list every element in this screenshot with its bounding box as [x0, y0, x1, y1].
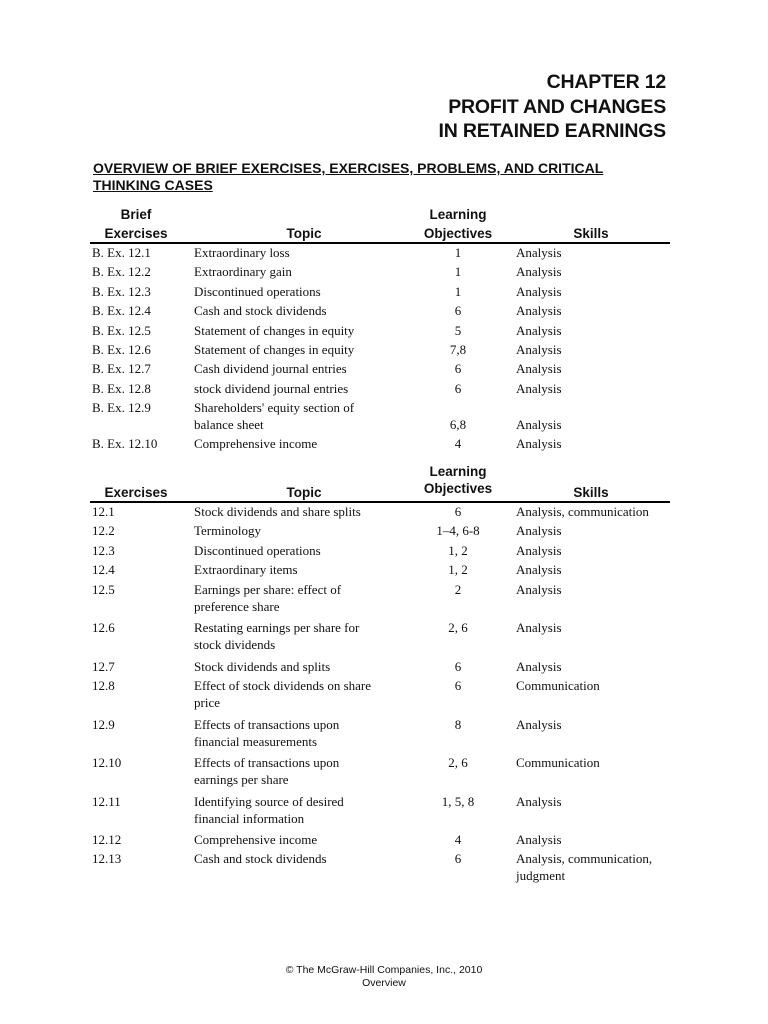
learning-objectives: 8: [454, 716, 462, 732]
table-row: [90, 302, 670, 321]
table-row: [90, 831, 670, 850]
brief-exercises-table: [90, 204, 670, 452]
learning-objectives: 6: [454, 658, 462, 674]
learning-objectives: 1: [454, 245, 462, 260]
exercise-topic: Comprehensive income: [194, 832, 318, 847]
header-learning-objectives: [408, 463, 508, 497]
exercise-topic: Statement of changes in equity: [194, 342, 355, 357]
table-row: [90, 341, 670, 360]
header-learning-label: Learning: [429, 207, 487, 222]
exercise-topic: Earnings per share: effect of preference share: [194, 581, 342, 614]
exercise-id: B. Ex. 12.5: [92, 322, 151, 338]
exercise-id: 12.8: [92, 678, 115, 693]
chapter-number: CHAPTER 12: [546, 71, 666, 93]
header-objectives-label: Objectives: [423, 481, 493, 496]
learning-objectives: 6: [454, 678, 462, 693]
table-row: [90, 581, 670, 620]
exercise-topic: Comprehensive income: [194, 436, 318, 452]
learning-objectives: 6: [454, 851, 462, 867]
skills: Communication: [516, 678, 600, 693]
header-learning-objectives: [408, 205, 508, 243]
exercise-id: 12.3: [92, 542, 115, 558]
header-exercises: Exercises: [104, 485, 168, 500]
table-row: [90, 658, 670, 677]
exercise-id: 12.11: [92, 793, 121, 809]
brief-table-header: [90, 204, 670, 242]
learning-objectives: 4: [454, 832, 462, 847]
exercise-topic: Stock dividends and share splits: [194, 504, 361, 519]
exercise-id: B. Ex. 12.1: [92, 245, 151, 260]
header-topic: Topic: [286, 485, 322, 500]
skills: Analysis: [516, 245, 562, 260]
exercise-id: 12.12: [92, 832, 122, 847]
learning-objectives: 1, 2: [448, 542, 468, 558]
exercise-id: 12.5: [92, 581, 115, 597]
exercise-id: 12.2: [92, 523, 115, 539]
table-row: [90, 503, 670, 522]
learning-objectives: 1, 5, 8: [441, 793, 475, 809]
table-row: [90, 850, 670, 888]
exercise-id: B. Ex. 12.6: [92, 342, 151, 357]
exercise-id: B. Ex. 12.3: [92, 283, 151, 299]
exercise-id: 12.10: [92, 755, 122, 770]
header-skills: Skills: [573, 226, 609, 241]
exercises-table: [90, 463, 670, 884]
exercise-topic: Statement of changes in equity: [194, 322, 355, 338]
table-row: [90, 283, 670, 302]
exercise-topic: Effects of transactions upon financial measurements: [194, 716, 340, 749]
exercise-topic: Extraordinary loss: [194, 245, 290, 260]
exercise-id: 12.7: [92, 658, 115, 674]
learning-objectives: 6: [454, 303, 462, 319]
skills: Analysis: [516, 716, 562, 732]
footer-section-label: Overview: [362, 977, 406, 989]
learning-objectives: 4: [454, 436, 462, 452]
header-brief-label: Brief: [120, 207, 152, 222]
table-row: [90, 793, 670, 832]
table-row: [90, 619, 670, 658]
skills: Communication: [516, 755, 600, 770]
skills: Analysis: [516, 620, 562, 636]
exercise-topic: Extraordinary items: [194, 562, 298, 578]
skills: Analysis: [516, 264, 562, 280]
learning-objectives: 1–4, 6-8: [436, 523, 480, 539]
exercise-topic: Identifying source of desired financial information: [194, 793, 344, 826]
table-row: [90, 542, 670, 561]
exercise-id: 12.9: [92, 716, 115, 732]
learning-objectives: 6: [454, 504, 462, 519]
table-row: [90, 435, 670, 454]
skills: Analysis: [516, 380, 562, 396]
table-row: [90, 360, 670, 379]
exercise-id: B. Ex. 12.9: [92, 400, 151, 416]
skills: Analysis: [516, 542, 562, 558]
table-row: [90, 244, 670, 263]
skills: Analysis: [516, 342, 562, 357]
learning-objectives: 2: [454, 581, 462, 597]
learning-objectives: 5: [454, 322, 462, 338]
exercise-topic: Cash and stock dividends: [194, 303, 327, 319]
exercise-id: B. Ex. 12.4: [92, 303, 151, 319]
table-row: [90, 399, 670, 435]
exercise-topic: Effect of stock dividends on share price: [194, 678, 372, 710]
copyright-text: © The McGraw-Hill Companies, Inc., 2010: [285, 964, 483, 976]
skills: Analysis, communication, judgment: [516, 851, 653, 884]
header-exercises-label: Exercises: [104, 226, 168, 241]
exercise-topic: Discontinued operations: [194, 283, 321, 299]
exercise-topic: Shareholders' equity section of balance sheet: [194, 400, 355, 433]
skills: Analysis, communication: [516, 504, 649, 519]
exercise-id: 12.4: [92, 562, 115, 578]
table-row: [90, 263, 670, 282]
skills: Analysis: [516, 581, 562, 597]
exercise-topic: Discontinued operations: [194, 542, 321, 558]
exercise-id: B. Ex. 12.8: [92, 380, 151, 396]
learning-objectives: 6,8: [449, 417, 467, 433]
exercise-topic: Cash and stock dividends: [194, 851, 327, 867]
exercise-id: 12.13: [92, 851, 122, 867]
exercise-id: B. Ex. 12.7: [92, 361, 151, 377]
skills: Analysis: [516, 303, 562, 319]
chapter-title-line2: IN RETAINED EARNINGS: [438, 120, 666, 142]
table-row: [90, 677, 670, 716]
learning-objectives: 7,8: [449, 342, 467, 357]
header-brief-exercises: [90, 205, 182, 243]
skills: Analysis: [516, 322, 562, 338]
header-topic: Topic: [286, 226, 322, 241]
exercise-topic: Stock dividends and splits: [194, 658, 331, 674]
skills: Analysis: [516, 283, 562, 299]
exercise-id: 12.6: [92, 620, 115, 636]
exercise-topic: Extraordinary gain: [194, 264, 292, 280]
learning-objectives: 1: [454, 264, 462, 280]
header-learning-label: Learning: [429, 464, 487, 479]
header-skills: Skills: [573, 485, 609, 500]
exercise-topic: Cash dividend journal entries: [194, 361, 347, 377]
table-row: [90, 322, 670, 341]
exercise-topic: Terminology: [194, 523, 261, 539]
exercise-id: B. Ex. 12.2: [92, 264, 151, 280]
learning-objectives: 6: [454, 380, 462, 396]
exercise-id: B. Ex. 12.10: [92, 436, 158, 452]
header-objectives-label: Objectives: [423, 226, 493, 241]
exercises-table-header: [90, 463, 670, 501]
skills: Analysis: [516, 436, 562, 452]
chapter-heading: [439, 70, 667, 144]
table-row: [90, 561, 670, 580]
skills: Analysis: [516, 417, 562, 433]
table-row: [90, 754, 670, 793]
table-row: [90, 716, 670, 755]
exercise-topic: stock dividend journal entries: [194, 380, 349, 396]
chapter-title-line1: PROFIT AND CHANGES: [448, 95, 666, 118]
table-row: [90, 522, 670, 541]
exercise-topic: Effects of transactions upon earnings per share: [194, 755, 340, 787]
learning-objectives: 1: [454, 283, 462, 299]
skills: Analysis: [516, 793, 562, 809]
exercise-id: 12.1: [92, 504, 115, 519]
exercise-topic: Restating earnings per share for stock dividends: [194, 620, 360, 653]
table-row: [90, 380, 670, 399]
learning-objectives: 2, 6: [448, 620, 468, 636]
learning-objectives: 6: [454, 361, 462, 377]
skills: Analysis: [516, 658, 562, 674]
overview-title: OVERVIEW OF BRIEF EXERCISES, EXERCISES, PROBLEMS, AND CRITICAL THINKING CASES: [93, 160, 604, 193]
skills: Analysis: [516, 523, 562, 539]
skills: Analysis: [516, 562, 562, 578]
learning-objectives: 1, 2: [448, 562, 468, 578]
learning-objectives: 2, 6: [448, 755, 468, 770]
page-footer: [0, 964, 768, 990]
skills: Analysis: [516, 832, 562, 847]
skills: Analysis: [516, 361, 562, 377]
